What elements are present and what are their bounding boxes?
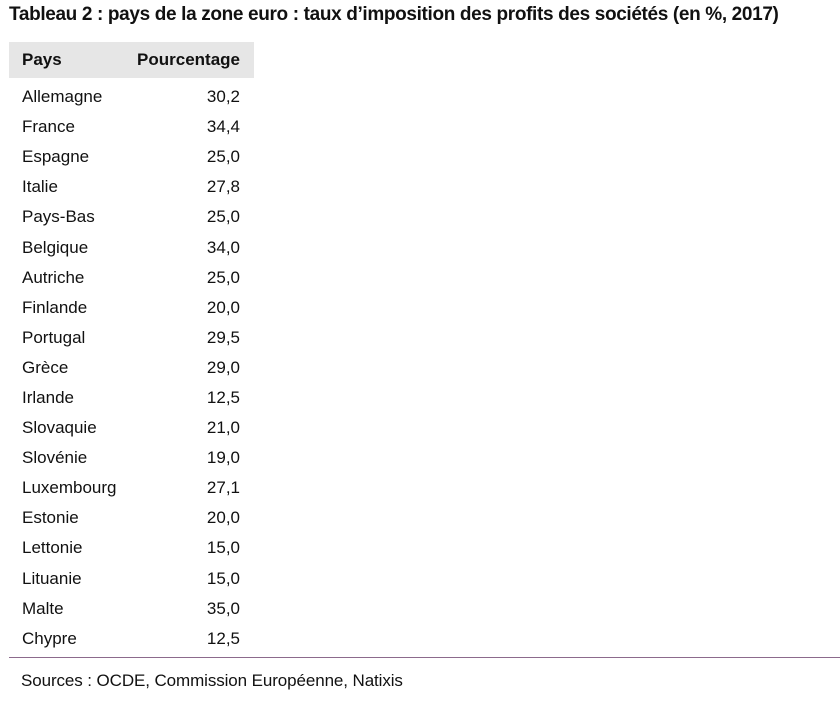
cell-percentage: 12,5 — [206, 387, 240, 407]
cell-country: Luxembourg — [22, 478, 117, 498]
cell-country: Lituanie — [22, 568, 82, 588]
tax-rate-table — [9, 42, 254, 654]
cell-percentage: 15,0 — [206, 568, 240, 588]
cell-country: Portugal — [22, 327, 86, 347]
table-row — [9, 624, 254, 654]
cell-percentage: 15,0 — [206, 538, 240, 558]
table-row — [9, 473, 254, 503]
table-row — [9, 232, 254, 262]
source-note: Sources : OCDE, Commission Européenne, Natixis — [21, 671, 403, 690]
table-row — [9, 533, 254, 563]
cell-percentage: 29,0 — [206, 357, 240, 377]
table-row — [9, 353, 254, 383]
table-row — [9, 263, 254, 293]
cell-percentage: 25,0 — [206, 147, 240, 167]
cell-country: Allemagne — [22, 87, 103, 107]
cell-country: Finlande — [22, 297, 88, 317]
table-row — [9, 172, 254, 202]
cell-percentage: 29,5 — [206, 327, 240, 347]
cell-country: Malte — [22, 598, 64, 618]
table-row — [9, 202, 254, 232]
table-row — [9, 564, 254, 594]
cell-percentage: 19,0 — [206, 448, 240, 468]
cell-country: Irlande — [22, 387, 74, 407]
cell-country: Lettonie — [22, 538, 83, 558]
cell-country: Belgique — [22, 237, 89, 257]
table-header — [9, 42, 254, 78]
cell-percentage: 35,0 — [206, 598, 240, 618]
cell-country: Slovaquie — [22, 418, 97, 438]
table-row — [9, 293, 254, 323]
cell-country: Pays-Bas — [22, 207, 95, 227]
cell-percentage: 21,0 — [206, 418, 240, 438]
header-percentage: Pourcentage — [137, 50, 240, 69]
cell-country: Espagne — [22, 147, 90, 167]
cell-percentage: 25,0 — [206, 267, 240, 287]
cell-percentage: 20,0 — [206, 297, 240, 317]
cell-country: Slovénie — [22, 448, 88, 468]
cell-percentage: 27,1 — [206, 478, 240, 498]
table-row — [9, 323, 254, 353]
header-country: Pays — [22, 50, 62, 69]
cell-percentage: 34,4 — [206, 117, 240, 137]
table-row — [9, 443, 254, 473]
cell-percentage: 27,8 — [206, 177, 240, 197]
table-row — [9, 413, 254, 443]
cell-percentage: 34,0 — [206, 237, 240, 257]
cell-country: France — [22, 117, 75, 137]
table-row — [9, 503, 254, 533]
table-row — [9, 594, 254, 624]
cell-percentage: 30,2 — [206, 87, 240, 107]
table-row — [9, 82, 254, 112]
divider-line — [9, 657, 840, 658]
cell-percentage: 12,5 — [206, 628, 240, 648]
table-body — [9, 82, 254, 654]
cell-country: Grèce — [22, 357, 69, 377]
table-row — [9, 383, 254, 413]
table-row — [9, 112, 254, 142]
cell-country: Italie — [22, 177, 58, 197]
table-row — [9, 142, 254, 172]
table-title: Tableau 2 : pays de la zone euro : taux d’imposition des profits des sociétés (en %, 2017) — [9, 4, 779, 25]
cell-country: Autriche — [22, 267, 85, 287]
cell-country: Estonie — [22, 508, 79, 528]
cell-percentage: 20,0 — [206, 508, 240, 528]
cell-percentage: 25,0 — [206, 207, 240, 227]
cell-country: Chypre — [22, 628, 77, 648]
